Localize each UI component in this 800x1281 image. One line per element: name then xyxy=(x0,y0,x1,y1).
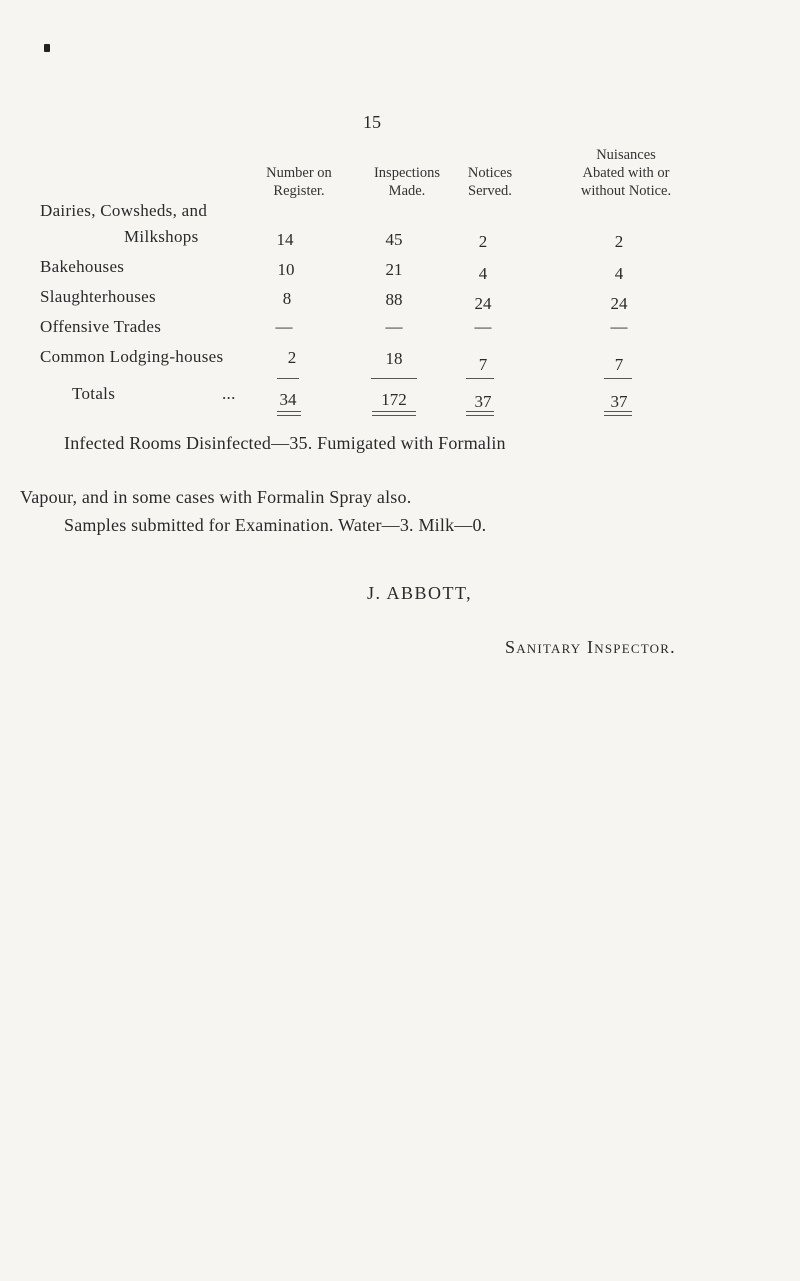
row-label-offensive-trades: Offensive Trades xyxy=(40,317,162,336)
double-rule-nuisances-top xyxy=(604,411,632,412)
double-rule-inspections-top xyxy=(372,411,416,412)
rule-inspections xyxy=(371,378,417,379)
cell-slaughterhouses-nuisances: 24 xyxy=(610,294,628,313)
header-register-line1: Number on xyxy=(266,165,332,181)
ink-mark xyxy=(44,44,50,52)
header-inspections-line1: Inspections xyxy=(373,165,441,181)
cell-slaughterhouses-notices: 24 xyxy=(474,294,492,313)
cell-offensive-nuisances: — xyxy=(610,317,628,336)
double-rule-register-top xyxy=(277,411,301,412)
row-label-dairies-line1: Dairies, Cowsheds, and xyxy=(40,201,208,220)
row-label-bakehouses: Bakehouses xyxy=(40,257,125,276)
totals-register: 34 xyxy=(279,390,297,409)
row-label-lodging-houses: Common Lodging-houses xyxy=(40,347,224,366)
cell-dairies-notices: 2 xyxy=(478,232,488,251)
header-register xyxy=(244,164,354,200)
cell-dairies-register: 14 xyxy=(276,230,294,249)
cell-dairies-nuisances: 2 xyxy=(614,232,624,251)
paragraph-line-2: Vapour, and in some cases with Formalin Spray also. xyxy=(20,487,412,507)
cell-lodging-notices: 7 xyxy=(478,355,488,374)
cell-lodging-nuisances: 7 xyxy=(614,355,624,374)
signature-title: Sanitary Inspector. xyxy=(505,637,676,657)
cell-bakehouses-notices: 4 xyxy=(478,264,488,283)
header-register-line2: Register. xyxy=(273,183,325,199)
header-notices-line2: Served. xyxy=(468,183,512,199)
cell-lodging-inspections: 18 xyxy=(385,349,403,368)
totals-notices: 37 xyxy=(474,392,492,411)
header-nuisances-line3: without Notice. xyxy=(580,183,672,199)
header-inspections-line2: Made. xyxy=(388,183,426,199)
totals-label: Totals xyxy=(72,384,116,403)
header-notices-line1: Notices xyxy=(467,165,513,181)
totals-inspections: 172 xyxy=(381,390,407,409)
header-nuisances-line2: Abated with or xyxy=(582,165,670,181)
rule-nuisances xyxy=(604,378,632,379)
cell-slaughterhouses-inspections: 88 xyxy=(385,290,403,309)
double-rule-inspections-bottom xyxy=(372,415,416,416)
double-rule-notices-top xyxy=(466,411,494,412)
totals-nuisances: 37 xyxy=(610,392,628,411)
page-number: 15 xyxy=(363,112,381,132)
cell-bakehouses-inspections: 21 xyxy=(385,260,403,279)
double-rule-register-bottom xyxy=(277,415,301,416)
cell-slaughterhouses-register: 8 xyxy=(282,289,292,308)
paragraph-line-3: Samples submitted for Examination. Water—3. Milk—0. xyxy=(64,515,487,535)
cell-bakehouses-register: 10 xyxy=(277,260,295,279)
signature-name: J. ABBOTT, xyxy=(367,583,473,603)
cell-dairies-inspections: 45 xyxy=(385,230,403,249)
paragraph-line-1: Infected Rooms Disinfected—35. Fumigated with Formalin xyxy=(64,433,506,453)
cell-offensive-inspections: — xyxy=(385,317,403,336)
double-rule-notices-bottom xyxy=(466,415,494,416)
header-notices xyxy=(440,164,540,200)
rule-register xyxy=(277,378,299,379)
totals-leader: ... xyxy=(222,384,236,403)
row-label-slaughterhouses: Slaughterhouses xyxy=(40,287,156,306)
cell-offensive-notices: — xyxy=(474,317,492,336)
cell-offensive-register: — xyxy=(275,317,293,336)
cell-lodging-register: 2 xyxy=(287,348,297,367)
rule-notices xyxy=(466,378,494,379)
double-rule-nuisances-bottom xyxy=(604,415,632,416)
header-nuisances-line1: Nuisances xyxy=(596,147,656,163)
row-label-dairies-line2: Milkshops xyxy=(124,227,199,246)
header-nuisances xyxy=(556,146,696,200)
cell-bakehouses-nuisances: 4 xyxy=(614,264,624,283)
